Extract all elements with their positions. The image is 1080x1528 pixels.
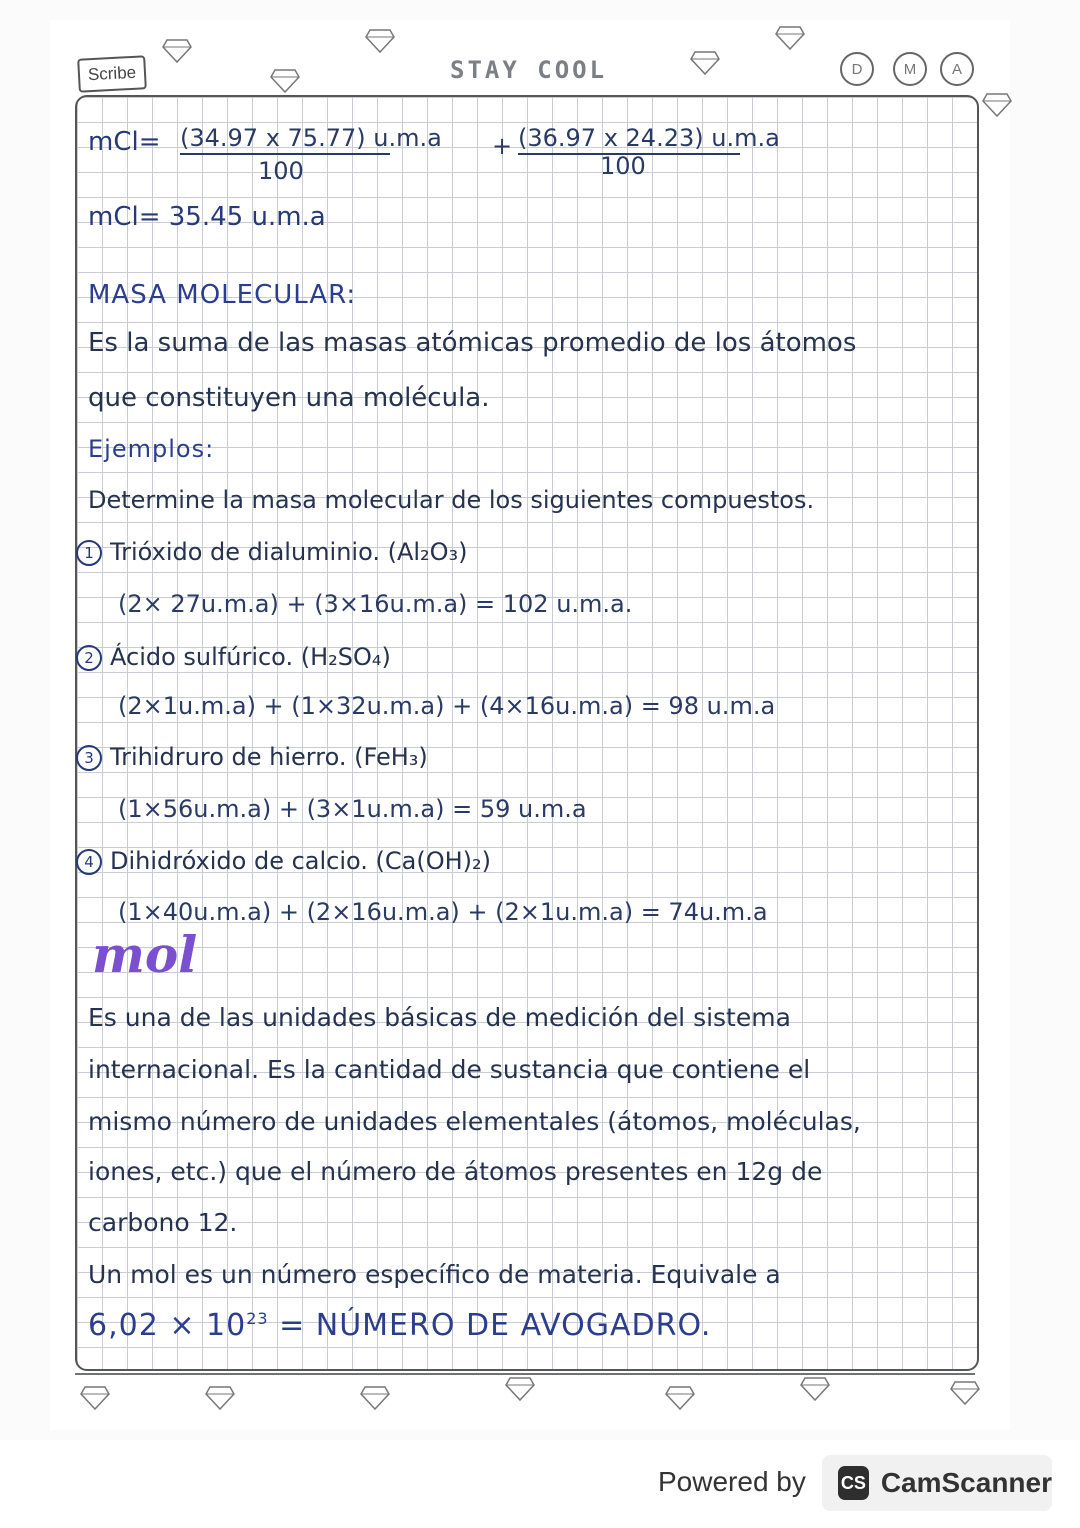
- avogadro-number: [88, 1308, 711, 1343]
- example-1-title: [76, 538, 468, 566]
- fraction-1-numerator: (34.97 x 75.77) u.m.a: [180, 124, 442, 152]
- instruction-line: Determine la masa molecular de los siguientes compuestos.: [88, 486, 815, 514]
- compound-name: Trióxido de dialuminio. (Al₂O₃): [110, 538, 468, 566]
- number-badge: 1: [76, 540, 102, 566]
- mcl-label: mCl=: [88, 127, 161, 157]
- fraction-2-denominator: 100: [600, 152, 646, 180]
- examples-label: Ejemplos:: [88, 435, 215, 463]
- compound-name: Ácido sulfúrico. (H₂SO₄): [110, 643, 391, 671]
- example-2-calc: (2×1u.m.a) + (1×32u.m.a) + (4×16u.m.a) = 98 u.m.a: [118, 692, 776, 720]
- camscanner-logo-icon: CS: [838, 1466, 869, 1500]
- mol-text-line: Un mol es un número específico de materia. Equivale a: [88, 1260, 781, 1289]
- tab-a: A: [940, 52, 974, 86]
- section-heading: MASA MOLECULAR:: [88, 280, 357, 310]
- mol-title: mol: [92, 925, 198, 984]
- powered-by-text: Powered by: [658, 1466, 806, 1497]
- number-badge: 3: [76, 745, 102, 771]
- camscanner-badge: [822, 1455, 1052, 1511]
- diamond-icon: [690, 50, 720, 76]
- mol-text-line: Es una de las unidades básicas de medición del sistema: [88, 1003, 791, 1032]
- tab-d: D: [840, 52, 874, 86]
- tab-m: M: [893, 52, 927, 86]
- mol-text-line: mismo número de unidades elementales (átomos, moléculas,: [88, 1107, 861, 1136]
- diamond-icon: [80, 1385, 110, 1411]
- fraction-2-numerator: (36.97 x 24.23) u.m.a: [518, 124, 780, 152]
- example-2-title: [76, 643, 391, 671]
- page-header-title: STAY COOL: [450, 56, 608, 84]
- number-badge: 2: [76, 645, 102, 671]
- plus-sign: +: [492, 132, 513, 160]
- diamond-icon: [365, 28, 395, 54]
- diamond-icon: [800, 1376, 830, 1402]
- compound-name: Trihidruro de hierro. (FeH₃): [110, 743, 428, 771]
- brand-logo: Scribe: [77, 55, 147, 93]
- example-4-title: [76, 847, 491, 875]
- diamond-icon: [775, 25, 805, 51]
- diamond-icon: [162, 38, 192, 64]
- diamond-icon: [505, 1376, 535, 1402]
- avogadro-label: = NÚMERO DE AVOGADRO.: [268, 1308, 712, 1343]
- diamond-icon: [270, 68, 300, 94]
- divider: [75, 1373, 975, 1375]
- definition-line: que constituyen una molécula.: [88, 383, 490, 413]
- diamond-icon: [360, 1385, 390, 1411]
- diamond-icon: [205, 1385, 235, 1411]
- mol-text-line: internacional. Es la cantidad de sustancia que contiene el: [88, 1055, 811, 1084]
- diamond-icon: [665, 1385, 695, 1411]
- fraction-bar: [180, 153, 390, 155]
- definition-line: Es la suma de las masas atómicas promedio de los átomos: [88, 328, 857, 358]
- mcl-result: mCl= 35.45 u.m.a: [88, 202, 326, 232]
- diamond-icon: [950, 1380, 980, 1406]
- diamond-icon: [982, 92, 1012, 118]
- number-badge: 4: [76, 849, 102, 875]
- mol-text-line: carbono 12.: [88, 1208, 238, 1237]
- fraction-1-denominator: 100: [258, 157, 304, 185]
- compound-name: Dihidróxido de calcio. (Ca(OH)₂): [110, 847, 492, 875]
- example-1-calc: (2× 27u.m.a) + (3×16u.m.a) = 102 u.m.a.: [118, 590, 633, 618]
- camscanner-name: CamScanner: [880, 1467, 1052, 1498]
- example-3-title: [76, 743, 428, 771]
- avogadro-exponent: 23: [246, 1309, 269, 1328]
- mol-text-line: iones, etc.) que el número de átomos presentes en 12g de: [88, 1157, 823, 1186]
- example-3-calc: (1×56u.m.a) + (3×1u.m.a) = 59 u.m.a: [118, 795, 587, 823]
- avogadro-base: 6,02 × 10: [88, 1308, 247, 1343]
- example-4-calc: (1×40u.m.a) + (2×16u.m.a) + (2×1u.m.a) = 74u.m.a: [118, 898, 768, 926]
